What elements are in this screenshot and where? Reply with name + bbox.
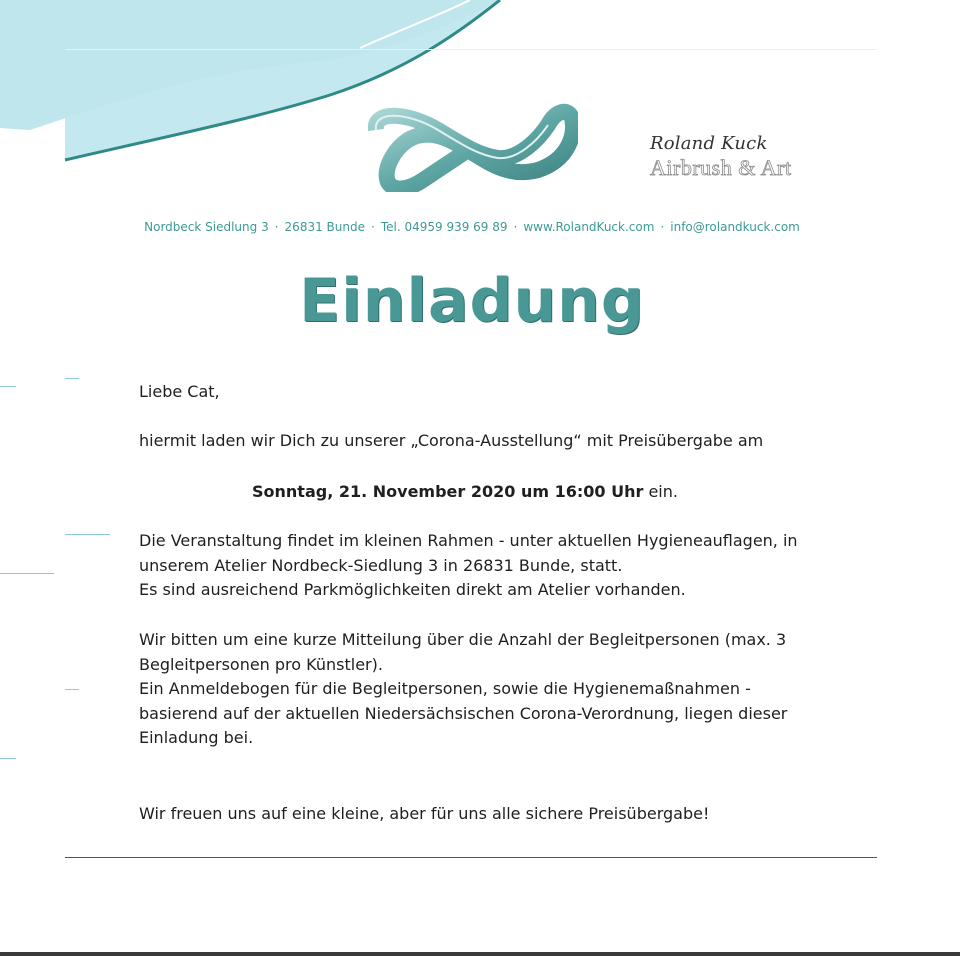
contact-phone: Tel. 04959 939 69 89: [380, 220, 508, 234]
bottom-edge: [0, 952, 960, 956]
contact-line: [0, 220, 944, 234]
infinity-logo-icon: [368, 100, 578, 192]
greeting-text: Liebe Cat,: [139, 382, 220, 401]
event-date-line: [125, 480, 805, 505]
contact-email-link[interactable]: info@rolandkuck.com: [670, 220, 800, 234]
letter-intro: [139, 429, 819, 454]
page-top-edge: [65, 49, 877, 50]
event-date: Sonntag, 21. November 2020 um 16:00 Uhr: [252, 482, 644, 501]
brand-name: Roland Kuck: [650, 133, 768, 154]
letter-venue: [139, 529, 819, 603]
contact-separator: ·: [274, 220, 279, 234]
contact-separator: ·: [513, 220, 518, 234]
margin-mark: [0, 386, 16, 387]
contact-address: Nordbeck Siedlung 3: [144, 220, 269, 234]
contact-separator: ·: [370, 220, 375, 234]
page-title: Einladung: [299, 266, 645, 336]
closing-text: Wir freuen uns auf eine kleine, aber für uns alle sichere Preisübergabe!: [139, 804, 710, 823]
footer-divider: [65, 857, 877, 858]
brand-block: [650, 133, 830, 181]
margin-mark: [65, 689, 79, 690]
margin-mark: [0, 573, 54, 574]
margin-mark: [65, 378, 79, 379]
registration-text: Ein Anmeldebogen für die Begleitpersonen, sowie die Hygienemaßnahmen - basierend auf der aktuellen Niedersächsischen Corona-Verordnung, liegen dieser Einladung bei.: [139, 679, 788, 747]
event-date-suffix: ein.: [643, 482, 678, 501]
margin-mark: [0, 758, 16, 759]
parking-text: Es sind ausreichend Parkmöglichkeiten direkt am Atelier vorhanden.: [139, 580, 686, 599]
letter-guests: [139, 628, 819, 751]
contact-separator: ·: [660, 220, 665, 234]
intro-text: hiermit laden wir Dich zu unserer „Corona-Ausstellung“ mit Preisübergabe am: [139, 431, 764, 450]
letter-greeting: [139, 380, 819, 405]
margin-mark: [65, 534, 110, 535]
letter-closing: [139, 802, 819, 827]
venue-text: Die Veranstaltung findet im kleinen Rahmen - unter aktuellen Hygieneauflagen, in unserem Atelier Nordbeck-Siedlung 3 in 26831 Bunde, statt.: [139, 531, 798, 575]
guests-text: Wir bitten um eine kurze Mitteilung über die Anzahl der Begleitpersonen (max. 3 Begleitpersonen pro Künstler).: [139, 630, 787, 674]
brand-tagline: Airbrush & Art: [650, 155, 792, 180]
contact-website-link[interactable]: www.RolandKuck.com: [523, 220, 655, 234]
event-date-paragraph: [125, 480, 805, 505]
contact-city: 26831 Bunde: [284, 220, 365, 234]
